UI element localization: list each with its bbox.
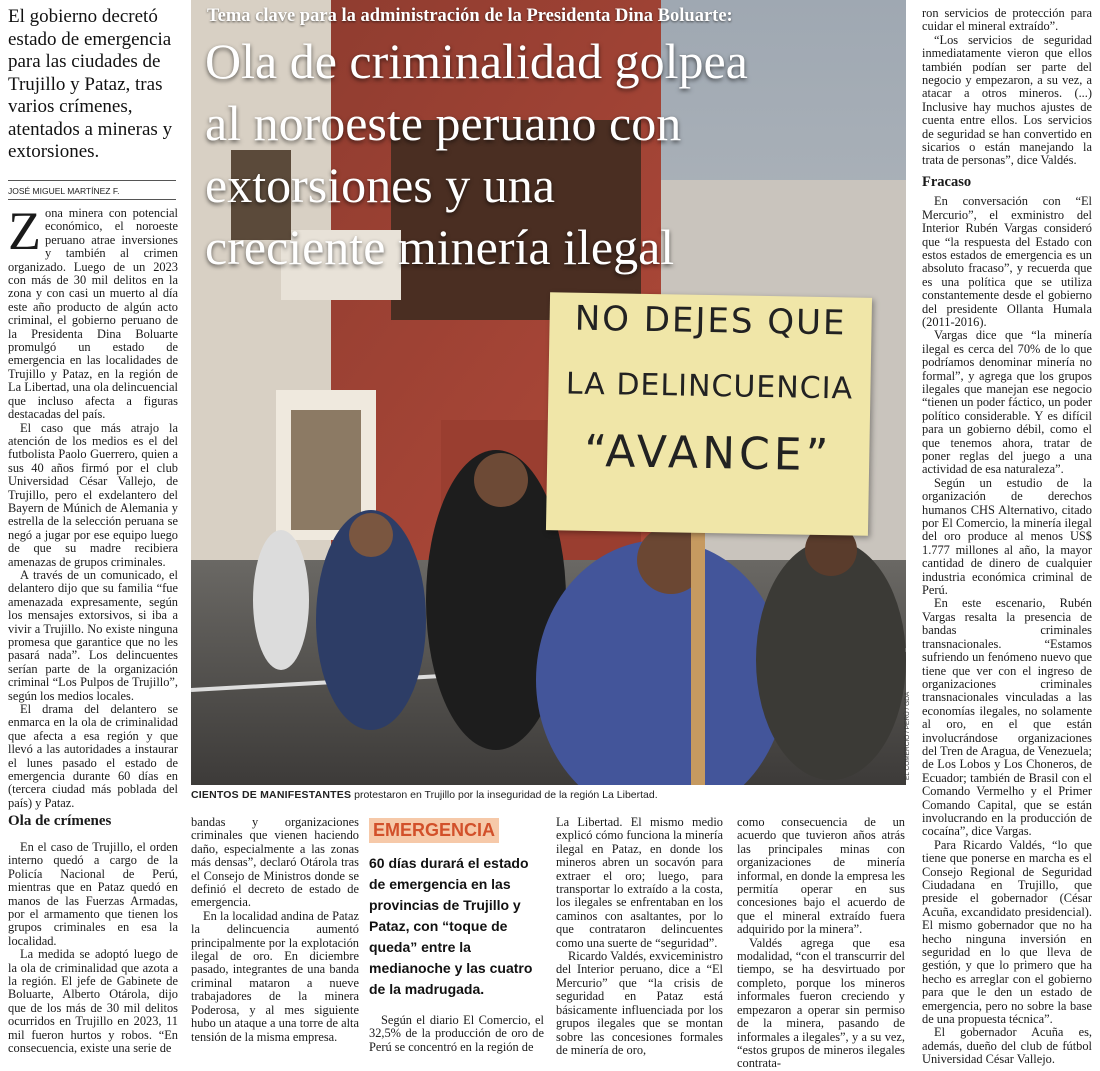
- paragraph: La Libertad. El mismo medio explicó cómo funciona la minería ilegal en Pataz, en donde los mineros abren un socavón para extraer el oro; luego, para transportar lo extraído a la costa, los ilegales se enfrentaban en los caminos con asaltantes, por lo que contrataron delincuentes como una suerte de “seguridad”.: [556, 815, 723, 950]
- paragraph: “Los servicios de seguridad inmediatamente vieron que ellos también podían ser parte del negocio y empezaron, a su vez, a atacar a otros mineros. (...) Inclusive hay muchos ajustes de cuenta entre ellos. Los servicios de seguridad se han convertido en sicarios o están manejando la trata de personas”, dice Valdés.: [922, 32, 1092, 168]
- emergency-label: EMERGENCIA: [369, 818, 499, 843]
- paragraph: ona minera con potencial económico, el noroeste peruano atrae inversiones y también al crimen organizado. Luego de un 2023 con más de 30 mil delitos en la zona y con casi un muerto al día este año producto de algún acto criminal, el gobierno peruano de la Presidenta Dina Boluarte promulgó un estado de emergencia en las localidades de Trujillo y Pataz, en la región de La Libertad, una ola delincuencial que incluso afecta a figuras destacadas del país.: [8, 206, 178, 422]
- caption-text: protestaron en Trujillo por la inseguridad de la región La Libertad.: [351, 789, 658, 801]
- sign-line: LA DELINCUENCIA: [565, 366, 854, 407]
- article-column-1-cont: [8, 841, 178, 1056]
- subhead-fracaso: Fracaso: [922, 173, 972, 190]
- paragraph: A través de un comunicado, el delantero dijo que su familia “fue amenazada expresamente, según los mensajes extorsivos, si iba a vivir a Trujillo. No existe ninguna promesa que garantice que no les pasará nada”. Los delincuentes serían parte de la organización criminal “Los Pulpos de Trujillo”, según los medios locales.: [8, 567, 178, 703]
- paragraph: En el caso de Trujillo, el orden interno quedó a cargo de la Policía Nacional de Perú, mientras que en Pataz quedó en manos de las Fuerzas Armadas, por el armamento que tienen los grupos criminales en esa la localidad.: [8, 840, 178, 948]
- headline-line: al noroeste peruano con: [205, 95, 682, 151]
- article-column-6: [922, 7, 1092, 1067]
- author-byline: JOSÉ MIGUEL MARTÍNEZ F.: [8, 186, 120, 196]
- headline: [205, 30, 895, 278]
- article-column-5: [737, 816, 905, 1071]
- photo-caption: [191, 789, 903, 801]
- paragraph: En la localidad andina de Pataz la delincuencia aumentó principalmente por la explotación ilegal de oro. En diciembre pasado, integrantes de una banda criminal mataron a nueve trabajadores de la minera Poderosa, y al mes siguiente hubo un ataque a una torre de alta tensión de la misma empresa.: [191, 908, 359, 1044]
- emergency-text: 60 días durará el estado de emergencia en las provincias de Trujillo y Pataz, con “toque de queda” entre la medianoche y las cuatro de la madrugada.: [369, 855, 533, 997]
- drop-cap: Z: [8, 201, 41, 261]
- headline-line: Ola de criminalidad golpea: [205, 33, 748, 89]
- paragraph: El drama del delantero se enmarca en la ola de criminalidad que afecta a esa región y que llevó a las autoridades a instaurar el lunes pasado el estado de emergencia durante 60 días en (tercera ciudad más poblada del país) y Pataz.: [8, 702, 178, 810]
- article-column-2: [191, 816, 359, 1044]
- lead-summary: El gobierno decretó estado de emergencia para las ciudades de Trujillo y Pataz, tras varios crímenes, atentados a mineras y extorsiones.: [8, 6, 173, 162]
- paragraph: Según el diario El Comercio, el 32,5% de la producción de oro de Perú se concentró en la región de: [369, 1013, 544, 1054]
- paragraph: El gobernador Acuña es, además, dueño del club de fútbol Universidad César Vallejo.: [922, 1025, 1092, 1067]
- headline-line: creciente minería ilegal: [205, 219, 675, 275]
- subhead-ola-de-crimenes: Ola de crímenes: [8, 813, 112, 829]
- sign-line: NO DEJES QUE: [574, 298, 847, 344]
- caption-lead: CIENTOS DE MANIFESTANTES: [191, 789, 352, 801]
- paragraph: El caso que más atrajo la atención de los medios es el del futbolista Paolo Guerrero, quien a sus 40 años firmó por el club Universidad César Vallejo, de Trujillo, pero el exdelantero del Bayern de Múnich de Alemania y estrella de la selección peruana se negó a jugar por ese equipo luego de que su madre recibiera amenazas de grupos criminales.: [8, 420, 178, 569]
- sign-line: “AVANCE”: [583, 425, 833, 482]
- photo-credit: EL COMERCIO / PERÚ / GDA: [904, 691, 911, 780]
- paragraph: Vargas dice que “la minería ilegal es cerca del 70% de lo que podríamos denominar minería no formal”, y agrega que los grupos ilegales que manejan ese negocio “tienen un poder fáctico, un poder político considerable. Y es difícil para un gobierno débil, como el que tenemos ahora, tratar de poner reglas del juego a una actividad de esa naturaleza”.: [922, 328, 1092, 477]
- paragraph: La medida se adoptó luego de la ola de criminalidad que azota a la región. El jefe de Gabinete de Boluarte, Alberto Otárola, dijo que de los más de 30 mil delitos ocurridos en Trujillo en 2023, 11 mil fueron hurtos y robos. “En consecuencia, existe una serie de: [8, 947, 178, 1056]
- paragraph: como consecuencia de un acuerdo que tuvieron años atrás las principales minas con organizaciones de minería informal, en donde la empresa les permitía operar en sus concesiones bajo el acuerdo de que el mineral extraído fuera adquirido por la minera”.: [737, 815, 905, 937]
- article-column-4: [556, 816, 723, 1057]
- paragraph: En este escenario, Rubén Vargas resalta la presencia de bandas criminales transnacionales. “Estamos sufriendo un fenómeno nuevo que tiene que ver con el ingreso de organizaciones criminales transnacionales vinculadas a las economías ilegales, no solamente al oro, en el que están involucrándose organizaciones del Tren de Aragua, de Venezuela; de Los Lobos y Los Choneros, de Ecuador; también de Brasil con el Comando Vermelho y el Primer Comando Capital, que se están involucrando en la producción de cocaína”, dice Vargas.: [922, 596, 1092, 839]
- divider: [8, 180, 176, 181]
- emergency-box: [369, 818, 544, 1054]
- paragraph: bandas y organizaciones criminales que vienen haciendo daño, especialmente a las zonas más densas”, declaró Otárola tras el Consejo de Ministros donde se definió el decreto de estado de emergencia.: [191, 815, 359, 910]
- paragraph: ron servicios de protección para cuidar el mineral extraído”.: [922, 6, 1092, 34]
- paragraph: Según un estudio de la organización de derechos humanos CHS Alternativo, citado por El Comercio, la minería ilegal del oro produce al menos US$ 1.777 millones al año, la mayor cantidad de dinero de cualquier industria económica criminal de Perú.: [922, 475, 1092, 598]
- paragraph: En conversación con “El Mercurio”, el exministro del Interior Rubén Vargas consideró que “la respuesta del Estado con estos estados de emergencia es un absoluto fracaso”, y recuerda que es una política que se utiliza constantemente desde el gobierno del presidente Ollanta Humala (2011-2016).: [922, 194, 1092, 329]
- paragraph: Ricardo Valdés, exviceministro del Interior peruano, dice a “El Mercurio” que “la crisis de seguridad en Pataz está básicamente influenciada por los grupos ilegales que se montan sobre las concesiones formales de minería de oro,: [556, 949, 723, 1057]
- paragraph: Valdés agrega que esa modalidad, “con el transcurrir del tiempo, se ha desvirtuado por completo, porque los mineros informales fueron creciendo y empezaron a operar sin permiso de la minera, pasando de informales a ilegales”, y a su vez, “estos grupos de mineros ilegales contrata-: [737, 935, 905, 1071]
- kicker: Tema clave para la administración de la Presidenta Dina Boluarte:: [207, 6, 733, 26]
- headline-line: extorsiones y una: [205, 157, 555, 213]
- divider: [8, 199, 176, 200]
- protest-sign: [546, 292, 872, 536]
- article-column-1: [8, 201, 178, 810]
- paragraph: Para Ricardo Valdés, “lo que tiene que ponerse en marcha es el Consejo Regional de Seguridad Ciudadana en Trujillo, que preside el gobernador (César Acuña, excandidato presidencial). El mismo gobernador que no ha hecho ninguna inversión en seguridad en lo que lleva de gestión, y que lo primero que ha hecho es arreglar con el gobierno para que le den un estado de emergencia, pero no sobre la base de una propuesta técnica”.: [922, 837, 1092, 1027]
